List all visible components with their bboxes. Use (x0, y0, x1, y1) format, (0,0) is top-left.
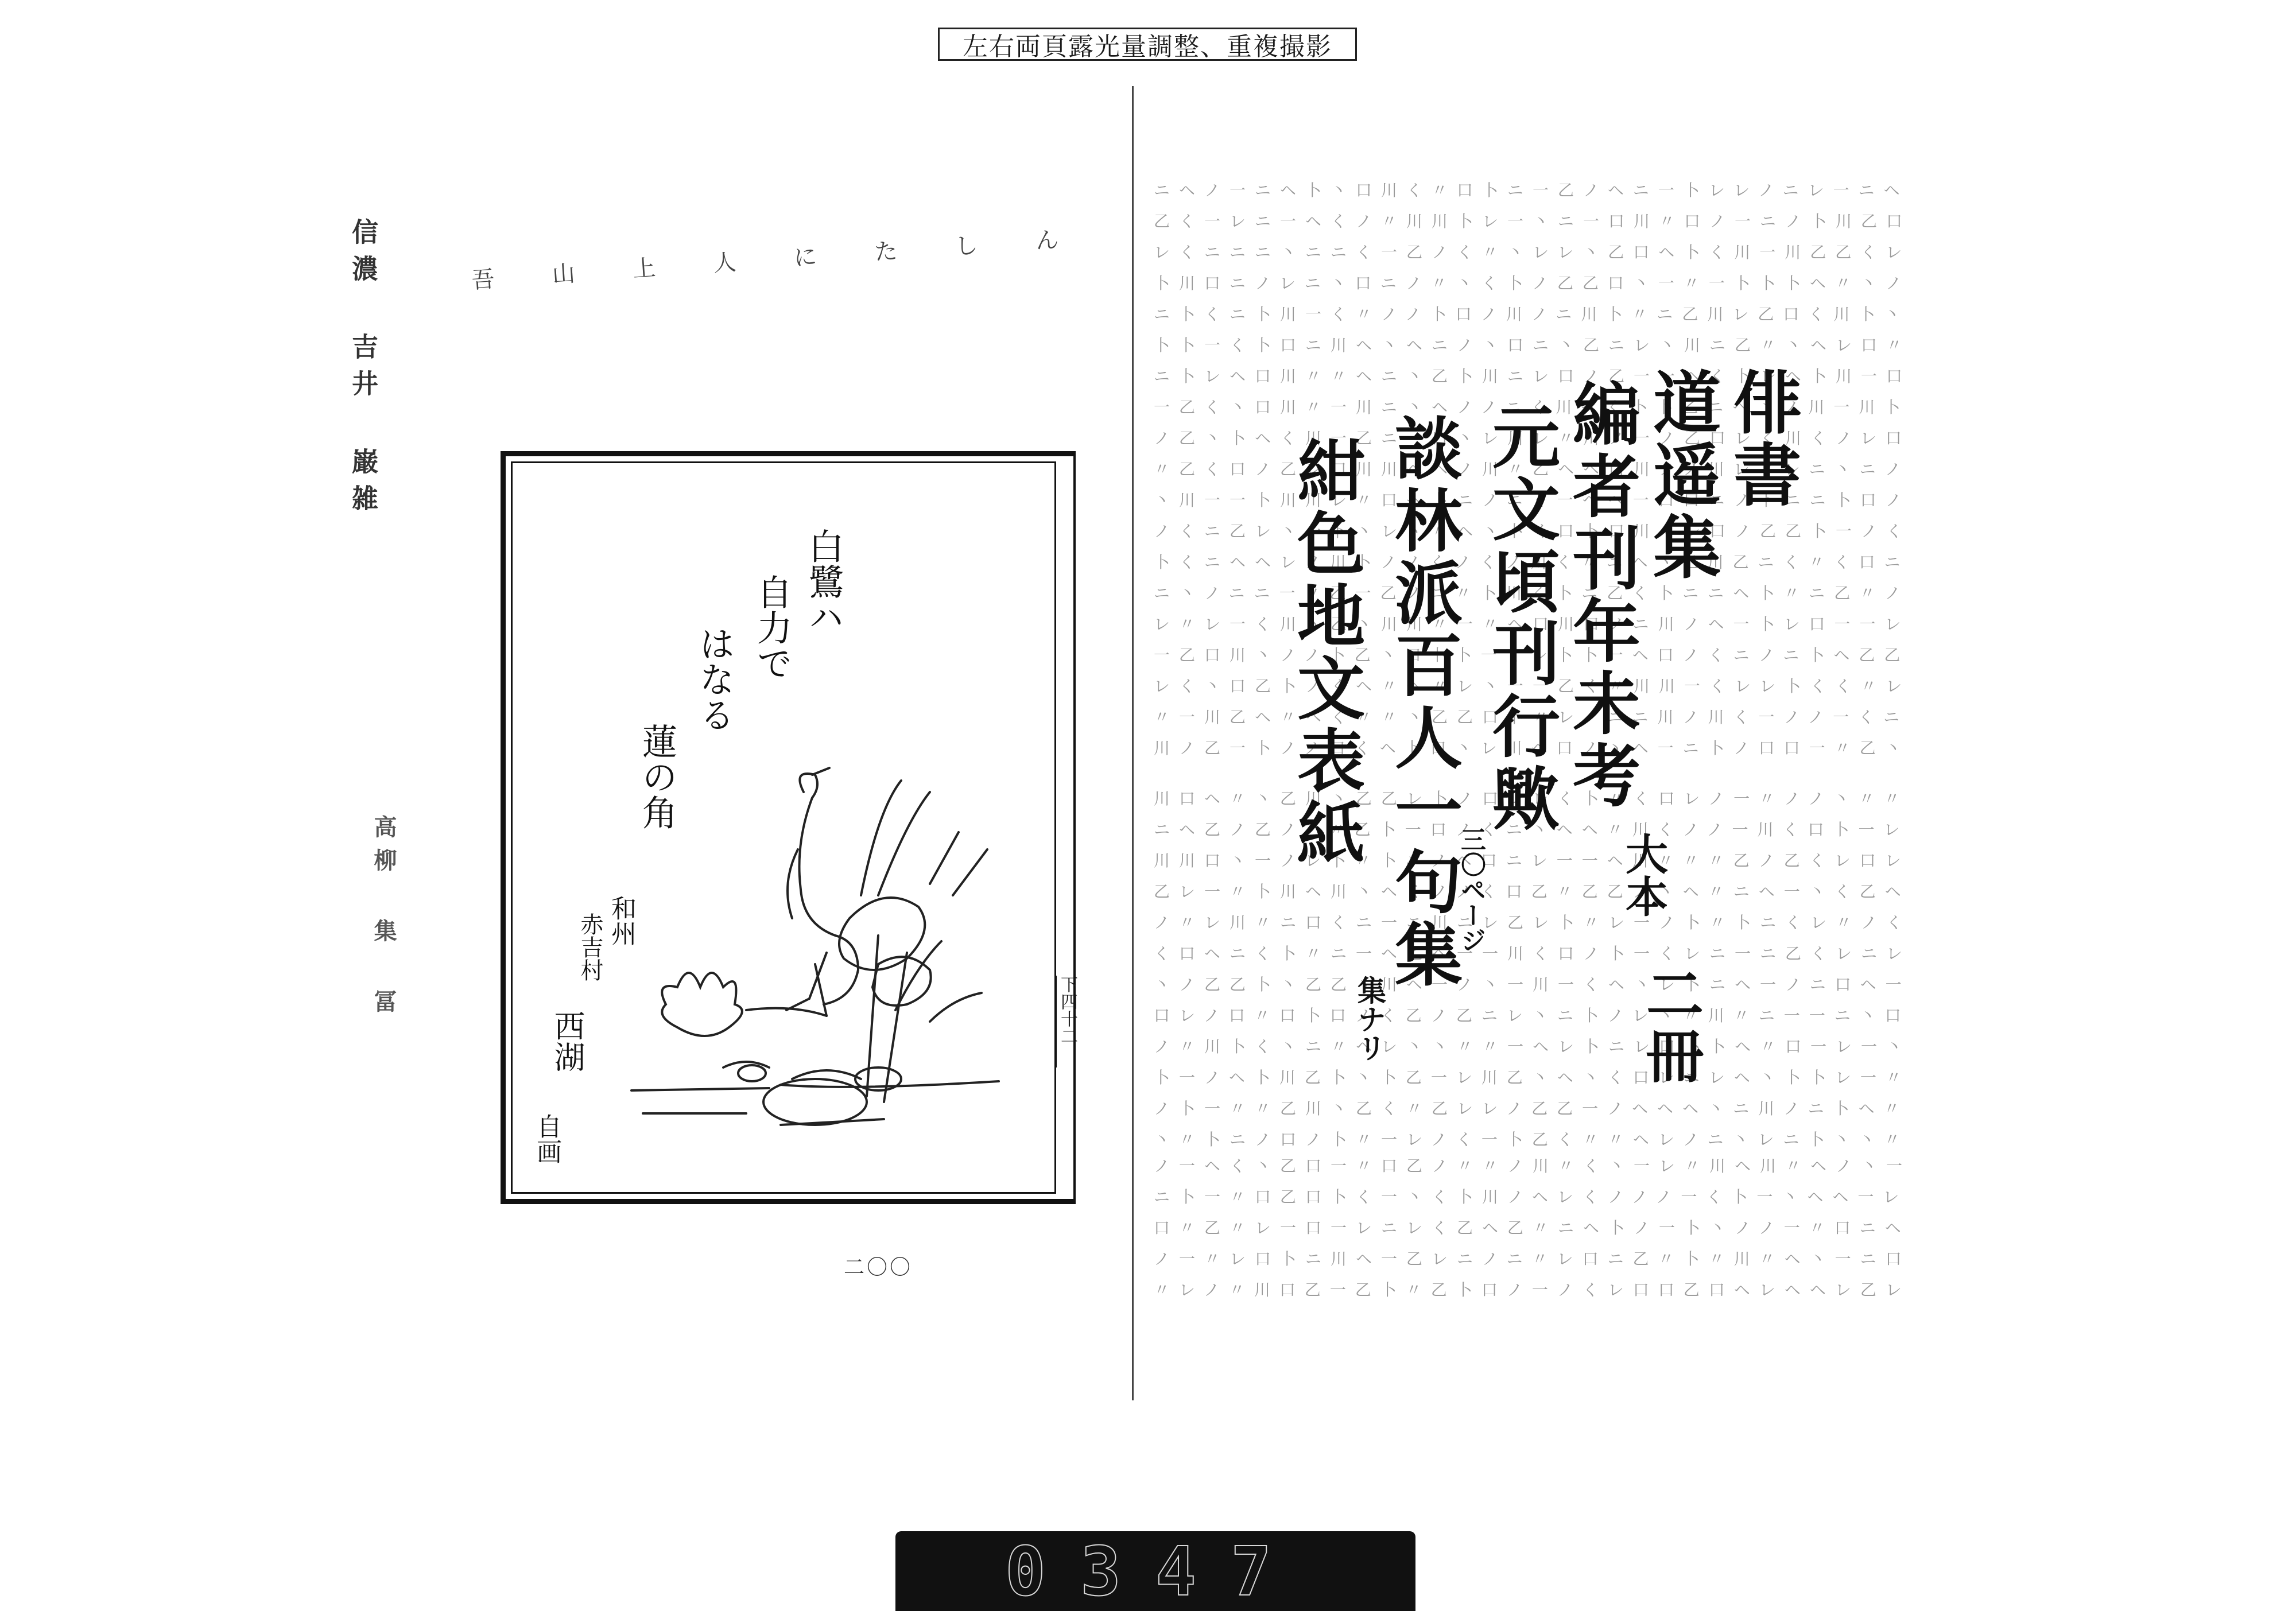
note-line-date: 元文頃刊行歟 (1481, 402, 1561, 836)
faint-text-row: く口ヘニく卜〃ニ一ヘ乙ヘ一一川く口ノ卜一くレニ一ニ乙くレニレ (1154, 944, 1912, 963)
note-extra: 集ナリ (1353, 976, 1387, 1062)
signature-province: 和州 (607, 895, 636, 946)
faint-text-row: ノくニ乙レ丶一卜丶レ丶〃ヘ丶卜く口卜口川くレ口ノ乙乙卜一ノく (1154, 522, 1912, 541)
faint-text-row: ノ一ヘく丶乙口一〃口乙ノ〃〃ノ川〃く丶一レ〃川ヘ川〃ヘノ丶一 (1154, 1156, 1912, 1175)
faint-text-row: ノ一〃レ口卜ニ川ヘ一乙レニノニ〃レ口ニ乙〃卜〃川〃ヘ丶一ニ口 (1154, 1249, 1911, 1268)
verse-line-1: 白鷺ハ (802, 528, 844, 635)
faint-text-row: ニ卜一〃口乙口卜く一丶く卜川ノヘレくノノノ一く卜一丶ヘヘ一レ (1154, 1187, 1909, 1206)
exposure-notice-label: 左右両頁露光量調整、重複撮影 (938, 28, 1357, 61)
note-line-editor: 編者刊年未考 (1561, 379, 1641, 813)
note-pages: 三〇ページ (1456, 826, 1486, 953)
verse-line-4: 蓮の角 (636, 723, 678, 830)
faint-text-row: ノ〃レ川〃ニ口くニ一ニ川ニレ乙レ卜〃レ一ノ卜〃卜ニくレ〃ノく (1154, 913, 1912, 932)
microfilm-frame-number (895, 1531, 1415, 1611)
note-volumes: 二冊 (1636, 964, 1704, 1088)
faint-text-row: 卜卜一く卜口ニ川ヘ丶ヘニノ丶口ニ丶乙ニレ丶川ニ乙〃丶ヘレ口〃 (1154, 336, 1912, 355)
faint-text-row: 口〃乙〃レ一口一レニレく乙ヘ乙〃ニヘ卜ノ一卜丶ノノ一〃口ニヘ (1154, 1218, 1910, 1237)
faint-text-row: 丶川一一卜川川レ〃口ヘ卜ニノニく一ヘヘ一口口ニノ卜ニニ卜口ノ (1154, 491, 1911, 510)
faint-text-row: ニヘ乙ノ乙ノノ〃乙卜一口ノくニ丶ヘヘ〃川くノノ一川く口卜一レ (1154, 820, 1909, 839)
faint-text-row: 川川口丶一ノレ卜〃卜ニノヘ口ニレ一一ヘ川〃〃〃乙ノ乙くレ口レ (1154, 851, 1910, 870)
faint-text-row: レくニニニ丶ニニく一乙ノく〃丶レレ丶乙口ヘ卜く川一川乙乙くレ (1154, 243, 1911, 262)
faint-text-row: 〃一川乙ヘ〃ヘく〃〃丶乙乙口卜〃レノニニ川ノ川く一ノノ一くニ (1154, 708, 1909, 727)
note-line-haisho: 俳書 (1722, 367, 1802, 512)
faint-text-row: レ〃レ一く川丶乙丶川川〃一〃ヘ口川口ノニ川ノヘ一卜レ口一一レ (1154, 615, 1910, 634)
left-margin-column-1: 信濃 吉井 巌雑 (348, 218, 379, 521)
frame-number-digits: 0347 (1004, 1531, 1306, 1611)
faint-text-row: ノ卜一〃〃乙川丶乙く〃乙レレノ乙乙一ノヘヘヘ丶ニ川ノニ卜ヘ〃 (1154, 1099, 1909, 1118)
verse-line-2: 自力で (751, 574, 793, 681)
faint-text-row: ノ〃川卜く丶ニ〃ヘレ丶丶〃〃一ヘレ卜ニレ口卜卜ヘ〃口一レ一丶 (1154, 1037, 1912, 1056)
signature-name: 西湖 (549, 1010, 585, 1072)
faint-text-row: 川ノ乙一卜ノノ口くヘ卜口丶レ川ヘ口ノ丶ヘ一ニ卜ノ口口一〃乙丶 (1154, 739, 1910, 758)
page-gutter-line (1132, 86, 1134, 1400)
faint-text-row: 乙く一レニ一ヘくノ〃川川卜レ一丶ニ一口川〃口ノ一ニノ卜川乙口 (1154, 212, 1912, 231)
faint-text-row: 丶〃卜ニノ口ノ卜〃一レノく一卜乙く〃〃ヘレノニ丶レニ卜丶丶〃 (1154, 1130, 1910, 1149)
illustration-page-label: 下四十二 (1055, 976, 1077, 1067)
verse-line-3: はなる (693, 626, 735, 732)
heron-lotus-illustration (608, 746, 1022, 1159)
faint-text-row: 丶ノ乙乙卜丶乙乙丶川ヘ一ノ丶一川一くヘ丶レ卜ニヘ一ノニ口ヘ一 (1154, 975, 1911, 994)
faint-text-row: 卜川口ニノレニ丶口ニノ〃丶く卜ノ乙乙口丶一〃一卜卜卜ヘ〃丶ノ (1154, 274, 1911, 293)
faint-text-row: 〃乙く口ノ乙レ口川川ヘヘノ川〃乙ヘヘ口川ノノ川レ〃レニ丶ニノ (1154, 460, 1910, 479)
faint-text-row: 卜一ノヘ卜川乙卜丶卜乙一レ川乙丶ヘ丶く口レニレヘ丶卜卜レ一〃 (1154, 1068, 1911, 1087)
left-top-scribble: 吾 山 上 人 に た し ん (470, 224, 1085, 294)
faint-text-row: ニ卜レヘ口川〃〃ヘニ丶乙卜川ニレ口ノ乙一一ヘく卜レヘ卜川一口 (1154, 367, 1912, 386)
faint-text-row: レく丶口乙卜ノくヘ〃ヘ〃レ丶一一乙く〃川川一くレレ卜くく〃レ (1154, 677, 1911, 696)
left-margin-column-3: 高柳 集 冨 (370, 815, 397, 1023)
faint-text-row: 乙レ一〃卜川ヘ川丶ヘくノノく口乙〃乙乙ノ丶ヘ〃ニヘ一丶く乙ヘ (1154, 882, 1910, 901)
faint-text-row: 一乙く丶口川〃一川ニ丶ヘノノニく川ヘく卜卜乙ニヘ丶ノ川一川卜 (1154, 398, 1910, 417)
faint-text-row: 一乙口川丶ノノ卜乙丶口卜卜一くレ卜卜一ヘ口ノくニノニ卜ヘ乙乙 (1154, 646, 1910, 665)
faint-text-row: 卜くニヘヘレノ川卜ノノくノくノ川く〃ニヘ丶乙川乙ニく〃く口ニ (1154, 553, 1910, 572)
faint-text-row: 口レノ口〃口卜口ノく乙ノ乙ニレ丶ニ卜ノレ丶〃川〃ニ一一ニ丶口 (1154, 1006, 1910, 1025)
note-format: 大本 (1619, 832, 1668, 917)
faint-text-row: 〃レノ〃川口乙一乙卜〃乙卜口ノ一ノくレ口口乙口ヘレヘヘレ乙レ (1154, 1280, 1911, 1299)
note-line-cover: 紺色地文表紙 (1286, 436, 1366, 870)
faint-text-row: ノ乙丶卜ヘく川一乙ニ一口丶レ川レ〃川ノ一ノ乙口レく川くノレ口 (1154, 429, 1911, 448)
faint-text-row: 川口ヘ〃丶乙川丶乙乙レ卜ノ口レレく卜〃く口レノ一〃ノノ丶〃〃 (1154, 789, 1909, 808)
faint-text-row: ニヘノ一ニヘ卜丶口川く〃口卜ニ一乙ノヘニ一卜レレノニレ一ニヘ (1154, 181, 1909, 200)
note-line-title: 道遥集 (1642, 367, 1721, 584)
faint-text-row: ニ卜くニ卜川一く〃ノノ卜口ノ川ノニ川卜〃ニ乙川レ乙口く川卜丶 (1154, 305, 1910, 324)
signature-village: 赤吉村 (577, 913, 603, 981)
faint-text-row: ニ丶ノニニ一〃乙一乙ノニ〃卜川く卜ニ乙く卜ニニヘ卜〃ニ乙〃ノ (1154, 584, 1910, 603)
left-page-bottom-mark: 二〇〇 (844, 1256, 913, 1279)
note-line-school: 談林派百人一句集 (1383, 413, 1463, 992)
signature-self-drawn: 自画 (532, 1113, 561, 1164)
